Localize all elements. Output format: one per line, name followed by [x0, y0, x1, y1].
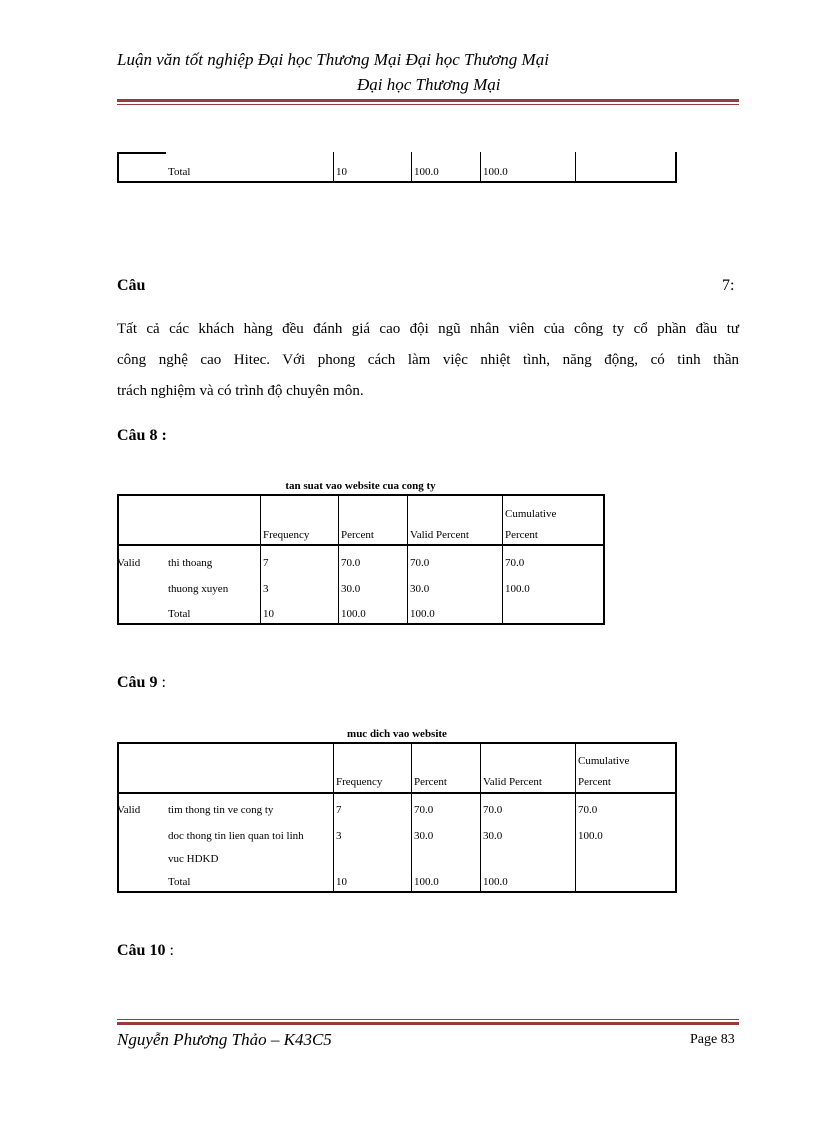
table-9-cell: 100.0 — [578, 830, 603, 842]
table-8-cell: 30.0 — [341, 583, 361, 595]
table-8-col-divider — [502, 494, 503, 625]
table-9-cell: 70.0 — [578, 804, 598, 816]
table-9-cell: 100.0 — [414, 876, 439, 888]
table-9-cell: 30.0 — [483, 830, 503, 842]
table-9-border-bottom — [117, 891, 677, 893]
answer-line: trách nghiệm và có trình độ chuyên môn. — [117, 383, 364, 399]
table-9-cell: 10 — [336, 876, 347, 888]
table-8-border-right — [603, 494, 605, 625]
table-8-border-top — [117, 494, 605, 496]
question-10-label: Câu 10 — [117, 942, 166, 959]
table-9-col-divider — [411, 742, 412, 893]
question-10-heading — [117, 942, 174, 960]
top-table-col-divider — [480, 152, 481, 182]
question-7-number: 7: — [722, 277, 735, 294]
footer-page-number: Page 83 — [690, 1032, 735, 1047]
table-9-title: muc dich vao website — [347, 728, 447, 740]
table-8-col-divider — [338, 494, 339, 625]
table-9-header: Cumulative — [578, 755, 630, 767]
top-table-border-bottom — [117, 181, 677, 183]
table-9-cell: 100.0 — [483, 876, 508, 888]
header-rule-thin — [117, 104, 739, 105]
table-9-cell: tim thong tin ve cong ty — [168, 804, 274, 816]
table-8-cell: 10 — [263, 608, 274, 620]
table-8-group-label: Valid — [117, 557, 141, 569]
header-rule-thick — [117, 99, 739, 102]
top-table-top-stub — [117, 152, 166, 154]
table-9-border-top — [117, 742, 677, 744]
table-8-cell: 7 — [263, 557, 269, 569]
table-8-title: tan suat vao website cua cong ty — [285, 480, 436, 492]
table-8-col-divider — [260, 494, 261, 625]
table-9-cell: doc thong tin lien quan toi linh — [168, 830, 304, 842]
top-table-cell: 100.0 — [483, 166, 508, 178]
answer-line: Tất cả các khách hàng đều đánh giá cao đội ngũ nhân viên của công ty cổ phần đầu tư — [117, 321, 739, 337]
table-8-cell: 70.0 — [341, 557, 361, 569]
table-9-cell: 3 — [336, 830, 342, 842]
table-8-cell: 70.0 — [505, 557, 525, 569]
table-8-border-bottom — [117, 623, 605, 625]
table-8-cell: 3 — [263, 583, 269, 595]
header-title-line1: Luận văn tốt nghiệp Đại học Thương Mại Đại học Thương Mại — [117, 50, 549, 69]
table-9-header: Frequency — [336, 776, 383, 788]
header-title-line2: Đại học Thương Mại — [357, 75, 501, 94]
table-9-cell: 70.0 — [483, 804, 503, 816]
top-table-cell: Total — [168, 166, 191, 178]
question-8-label: Câu 8 : — [117, 427, 167, 444]
table-8-header: Cumulative — [505, 508, 557, 520]
table-8-cell: thi thoang — [168, 557, 213, 569]
table-8-cell: Total — [168, 608, 191, 620]
top-table-col-divider — [333, 152, 334, 182]
table-8-header: Percent — [505, 529, 538, 541]
question-7-answer — [117, 314, 739, 407]
table-9-group-label: Valid — [117, 804, 141, 816]
table-8-cell: 30.0 — [410, 583, 430, 595]
question-7-label: Câu — [117, 277, 146, 294]
table-8-header: Frequency — [263, 529, 310, 541]
table-9-cell: 70.0 — [414, 804, 434, 816]
table-9-header: Valid Percent — [483, 776, 542, 788]
table-8-cell: 100.0 — [505, 583, 530, 595]
table-8-cell: thuong xuyen — [168, 583, 229, 595]
footer-author: Nguyễn Phương Thảo – K43C5 — [117, 1030, 332, 1049]
question-9-heading — [117, 674, 166, 692]
answer-line: công nghệ cao Hitec. Với phong cách làm việc nhiệt tình, năng động, có tinh thần — [117, 352, 739, 368]
top-table-border-left — [117, 152, 119, 182]
question-9-label: Câu 9 — [117, 674, 158, 691]
top-table-cell: 10 — [336, 166, 347, 178]
top-table-col-divider — [411, 152, 412, 182]
top-table-border-right — [675, 152, 677, 182]
table-8-cell: 100.0 — [410, 608, 435, 620]
table-8-cell: 70.0 — [410, 557, 430, 569]
table-9-border-left — [117, 742, 119, 893]
table-8-header: Valid Percent — [410, 529, 469, 541]
table-8-header: Percent — [341, 529, 374, 541]
table-9-cell-continuation: vuc HDKD — [168, 853, 219, 865]
footer-rule-thin — [117, 1019, 739, 1020]
table-9-col-divider — [575, 742, 576, 893]
question-9-colon: : — [157, 674, 166, 691]
table-8-cell: 100.0 — [341, 608, 366, 620]
table-9-border-right — [675, 742, 677, 893]
table-9-col-divider — [480, 742, 481, 893]
table-9-header: Percent — [578, 776, 611, 788]
top-table-cell: 100.0 — [414, 166, 439, 178]
table-9-col-divider — [333, 742, 334, 893]
footer-rule-thick — [117, 1022, 739, 1025]
table-8-header-rule — [117, 544, 605, 546]
table-9-cell: Total — [168, 876, 191, 888]
table-9-cell: 30.0 — [414, 830, 434, 842]
table-8-col-divider — [407, 494, 408, 625]
top-table-col-divider — [575, 152, 576, 182]
table-9-cell: 7 — [336, 804, 342, 816]
question-10-colon: : — [165, 942, 174, 959]
table-9-header: Percent — [414, 776, 447, 788]
table-9-header-rule — [117, 792, 677, 794]
